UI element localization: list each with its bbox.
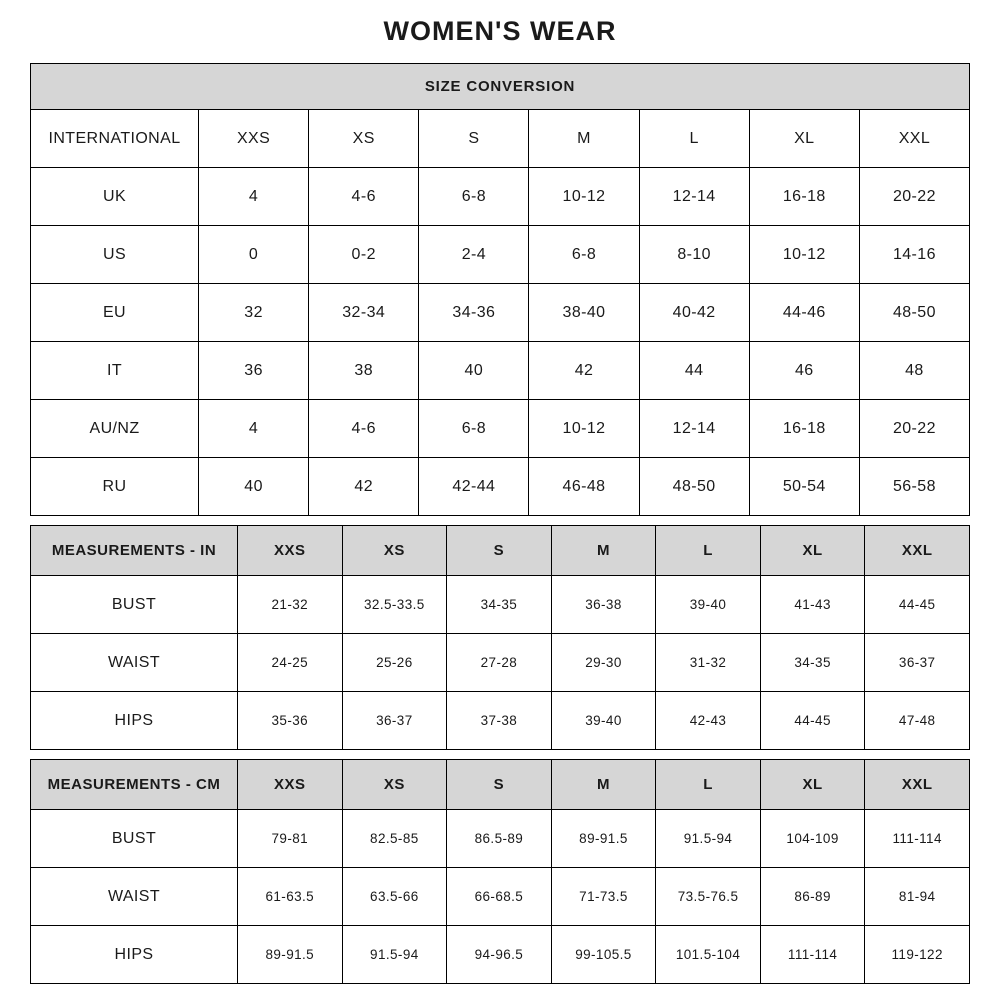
column-header: M [551,760,656,810]
cell: 47-48 [865,692,970,750]
row-label: HIPS [31,926,238,984]
cell: XS [309,110,419,168]
cell: 71-73.5 [551,868,656,926]
cell: 41-43 [760,576,865,634]
cell: 44 [639,342,749,400]
cell: 32 [199,284,309,342]
table-row [31,110,970,168]
table-header-row [31,760,970,810]
table-row [31,284,970,342]
table-row [31,458,970,516]
row-label: BUST [31,576,238,634]
cell: 31-32 [656,634,761,692]
cell: 91.5-94 [342,926,447,984]
cell: 6-8 [419,168,529,226]
cell: 6-8 [419,400,529,458]
table-row [31,692,970,750]
cell: 86.5-89 [447,810,552,868]
cell: 39-40 [656,576,761,634]
row-label: INTERNATIONAL [31,110,199,168]
cell: 63.5-66 [342,868,447,926]
cell: 14-16 [859,226,969,284]
row-label: US [31,226,199,284]
cell: 46-48 [529,458,639,516]
cell: 79-81 [238,810,343,868]
cell: 44-45 [865,576,970,634]
cell: XXS [199,110,309,168]
cell: 12-14 [639,400,749,458]
table-title: MEASUREMENTS - IN [31,526,238,576]
cell: 73.5-76.5 [656,868,761,926]
cell: 46 [749,342,859,400]
column-header: XXS [238,760,343,810]
cell: 32.5-33.5 [342,576,447,634]
column-header: XS [342,526,447,576]
cell: XXL [859,110,969,168]
cell: XL [749,110,859,168]
column-header: L [656,526,761,576]
cell: 12-14 [639,168,749,226]
cell: 38-40 [529,284,639,342]
cell: 111-114 [760,926,865,984]
table-title: MEASUREMENTS - CM [31,760,238,810]
table-row [31,810,970,868]
table-row [31,342,970,400]
cell: 36-37 [865,634,970,692]
column-header: XXL [865,526,970,576]
cell: 48 [859,342,969,400]
cell: 81-94 [865,868,970,926]
cell: 101.5-104 [656,926,761,984]
cell: 10-12 [529,400,639,458]
table-row [31,868,970,926]
cell: 89-91.5 [551,810,656,868]
column-header: S [447,760,552,810]
table-header-row [31,526,970,576]
cell: M [529,110,639,168]
cell: 4 [199,400,309,458]
cell: 6-8 [529,226,639,284]
cell: 39-40 [551,692,656,750]
cell: 111-114 [865,810,970,868]
cell: 89-91.5 [238,926,343,984]
row-label: HIPS [31,692,238,750]
cell: S [419,110,529,168]
table-title: SIZE CONVERSION [31,64,970,110]
cell: 10-12 [749,226,859,284]
column-header: XXS [238,526,343,576]
cell: 91.5-94 [656,810,761,868]
size-conversion-table [30,63,970,516]
column-header: M [551,526,656,576]
cell: 48-50 [859,284,969,342]
cell: 4-6 [309,400,419,458]
cell: 10-12 [529,168,639,226]
cell: 86-89 [760,868,865,926]
cell: 104-109 [760,810,865,868]
cell: 20-22 [859,168,969,226]
cell: 32-34 [309,284,419,342]
cell: 0-2 [309,226,419,284]
cell: L [639,110,749,168]
cell: 38 [309,342,419,400]
cell: 42-44 [419,458,529,516]
table-row [31,168,970,226]
cell: 37-38 [447,692,552,750]
cell: 25-26 [342,634,447,692]
row-label: AU/NZ [31,400,199,458]
cell: 34-35 [447,576,552,634]
cell: 99-105.5 [551,926,656,984]
table-header-row [31,64,970,110]
cell: 40-42 [639,284,749,342]
cell: 34-36 [419,284,529,342]
cell: 40 [199,458,309,516]
cell: 4-6 [309,168,419,226]
column-header: XXL [865,760,970,810]
cell: 0 [199,226,309,284]
cell: 29-30 [551,634,656,692]
table-row [31,400,970,458]
column-header: XL [760,526,865,576]
table-row [31,634,970,692]
table-row [31,576,970,634]
cell: 56-58 [859,458,969,516]
column-header: XL [760,760,865,810]
cell: 16-18 [749,168,859,226]
row-label: EU [31,284,199,342]
cell: 42-43 [656,692,761,750]
row-label: RU [31,458,199,516]
cell: 36-37 [342,692,447,750]
cell: 44-45 [760,692,865,750]
row-label: WAIST [31,868,238,926]
cell: 48-50 [639,458,749,516]
cell: 82.5-85 [342,810,447,868]
table-row [31,926,970,984]
cell: 44-46 [749,284,859,342]
cell: 20-22 [859,400,969,458]
cell: 42 [309,458,419,516]
cell: 34-35 [760,634,865,692]
cell: 8-10 [639,226,749,284]
measurements-cm-table [30,759,970,984]
cell: 16-18 [749,400,859,458]
cell: 119-122 [865,926,970,984]
cell: 35-36 [238,692,343,750]
cell: 50-54 [749,458,859,516]
cell: 24-25 [238,634,343,692]
row-label: IT [31,342,199,400]
measurements-in-table [30,525,970,750]
cell: 36 [199,342,309,400]
cell: 21-32 [238,576,343,634]
row-label: WAIST [31,634,238,692]
cell: 27-28 [447,634,552,692]
cell: 61-63.5 [238,868,343,926]
row-label: UK [31,168,199,226]
cell: 4 [199,168,309,226]
cell: 94-96.5 [447,926,552,984]
cell: 2-4 [419,226,529,284]
table-row [31,226,970,284]
column-header: S [447,526,552,576]
cell: 66-68.5 [447,868,552,926]
cell: 42 [529,342,639,400]
row-label: BUST [31,810,238,868]
page-title: WOMEN'S WEAR [383,16,617,46]
column-header: XS [342,760,447,810]
column-header: L [656,760,761,810]
cell: 40 [419,342,529,400]
cell: 36-38 [551,576,656,634]
